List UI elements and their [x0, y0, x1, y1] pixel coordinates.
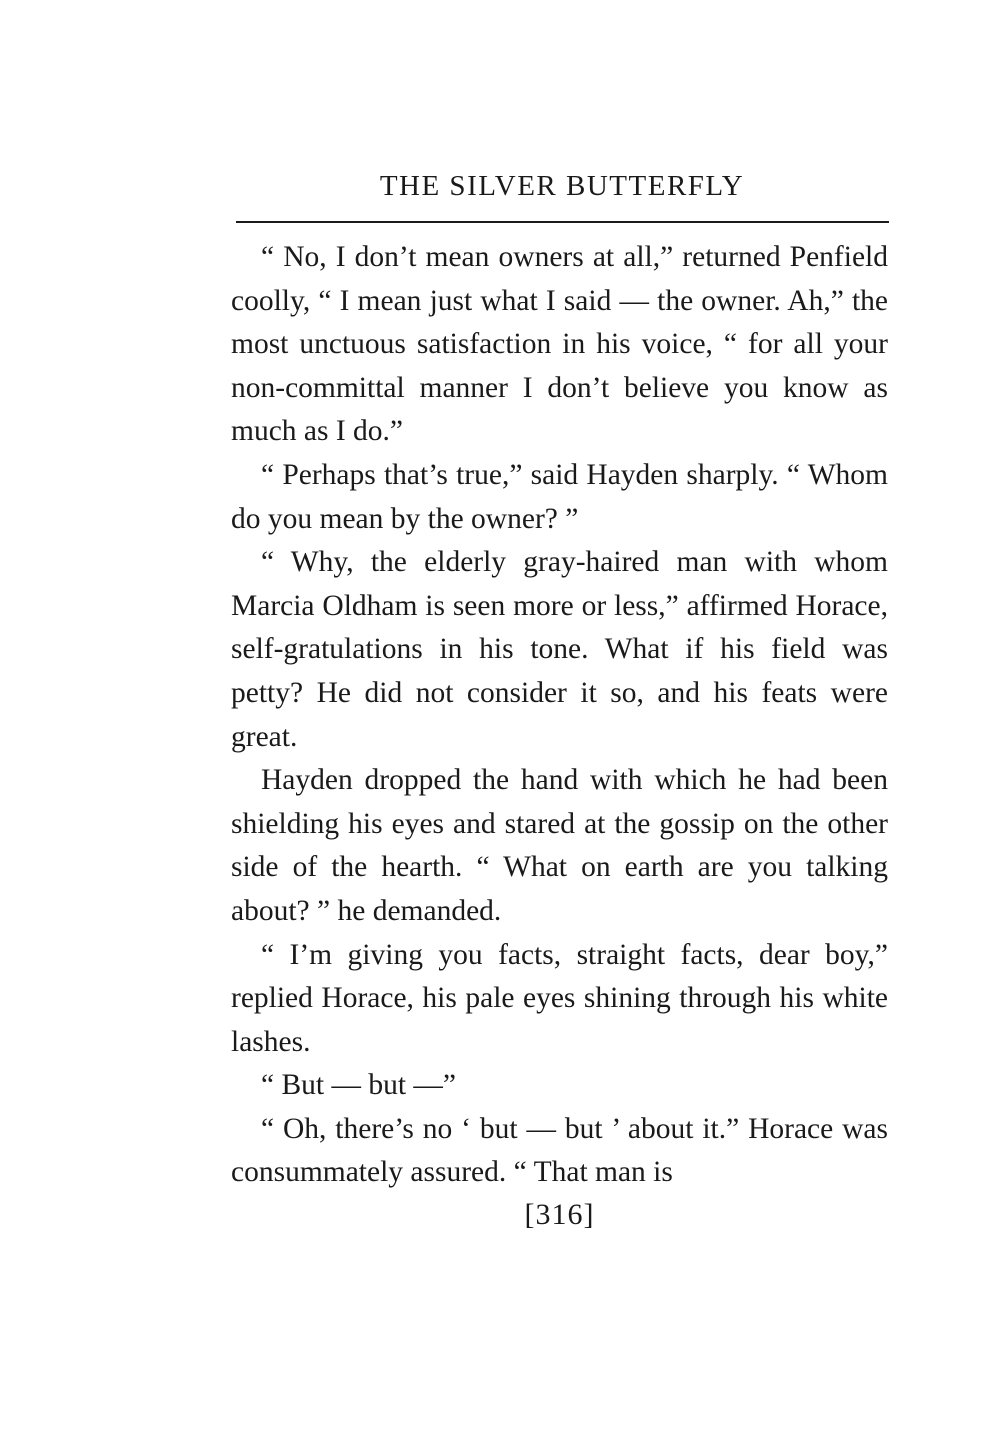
- running-title: THE SILVER BUTTERFLY: [379, 170, 745, 202]
- paragraph: “ Perhaps that’s true,” said Hayden sharply. “ Whom do you mean by the owner? ”: [231, 458, 888, 535]
- body-text: [231, 236, 888, 1195]
- paragraph: “ But — but —”: [261, 1069, 457, 1102]
- page-number: [316]: [524, 1198, 595, 1231]
- header-rule: [236, 221, 889, 223]
- paragraph: Hayden dropped the hand with which he had been shielding his eyes and stared at the gossip on the other side of the hearth. “ What on earth are you talking about? ” he demanded.: [231, 764, 888, 927]
- paragraph: “ No, I don’t mean owners at all,” returned Penfield coolly, “ I mean just what I said — the owner. Ah,” the most unctuous satisfaction in his voice, “ for all your non-committal manner I don’t believe you know as much as I do.”: [231, 241, 888, 448]
- paragraph: “ Oh, there’s no ‘ but — but ’ about it.” Horace was consummately assured. “ That man is: [231, 1112, 888, 1189]
- paragraph: “ I’m giving you facts, straight facts, dear boy,” replied Horace, his pale eyes shining through his white lashes.: [231, 938, 888, 1058]
- paragraph: “ Why, the elderly gray-haired man with whom Marcia Oldham is seen more or less,” affirmed Horace, self-gratulations in his tone. What if his field was petty? He did not consider it so, and his feats were great.: [231, 546, 888, 753]
